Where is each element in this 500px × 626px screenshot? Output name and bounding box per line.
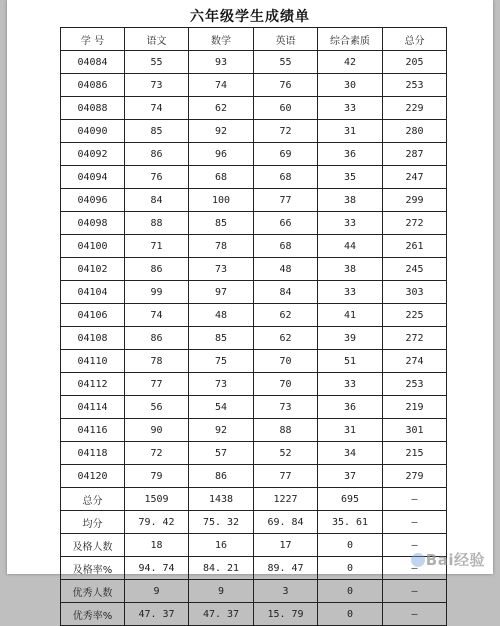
table-cell: 205 bbox=[383, 51, 447, 74]
table-cell: 73 bbox=[254, 396, 318, 419]
table-cell: 42 bbox=[318, 51, 383, 74]
table-cell: 36 bbox=[318, 143, 383, 166]
table-cell: 272 bbox=[383, 212, 447, 235]
table-cell: 68 bbox=[254, 235, 318, 258]
table-cell: 299 bbox=[383, 189, 447, 212]
table-cell: 04116 bbox=[61, 419, 125, 442]
table-cell: 74 bbox=[125, 97, 189, 120]
table-cell: 35. 61 bbox=[318, 511, 383, 534]
table-row bbox=[61, 419, 447, 442]
table-cell: 04110 bbox=[61, 350, 125, 373]
table-cell: 272 bbox=[383, 327, 447, 350]
paw-icon bbox=[411, 553, 425, 567]
table-cell: 79. 42 bbox=[125, 511, 189, 534]
table-cell: 55 bbox=[254, 51, 318, 74]
table-cell: 04102 bbox=[61, 258, 125, 281]
table-cell: 79 bbox=[125, 465, 189, 488]
table-cell: 695 bbox=[318, 488, 383, 511]
table-cell: 04098 bbox=[61, 212, 125, 235]
table-cell: 287 bbox=[383, 143, 447, 166]
table-cell: 76 bbox=[125, 166, 189, 189]
table-row bbox=[61, 442, 447, 465]
table-cell: 280 bbox=[383, 120, 447, 143]
table-cell: 48 bbox=[189, 304, 254, 327]
table-cell: 1438 bbox=[189, 488, 254, 511]
table-cell: 04108 bbox=[61, 327, 125, 350]
table-cell: 9 bbox=[189, 580, 254, 603]
table-cell: — bbox=[383, 488, 447, 511]
table-cell: 92 bbox=[189, 120, 254, 143]
table-cell: 38 bbox=[318, 189, 383, 212]
summary-row bbox=[61, 603, 447, 626]
table-cell: 74 bbox=[189, 74, 254, 97]
table-cell: 16 bbox=[189, 534, 254, 557]
table-cell: 96 bbox=[189, 143, 254, 166]
table-cell: 31 bbox=[318, 120, 383, 143]
table-cell: — bbox=[383, 557, 447, 580]
table-cell: 52 bbox=[254, 442, 318, 465]
document-page bbox=[7, 0, 493, 622]
summary-row bbox=[61, 580, 447, 603]
table-cell: 90 bbox=[125, 419, 189, 442]
table-cell: 76 bbox=[254, 74, 318, 97]
table-row bbox=[61, 350, 447, 373]
table-cell: 77 bbox=[254, 189, 318, 212]
table-cell: 89. 47 bbox=[254, 557, 318, 580]
table-row bbox=[61, 97, 447, 120]
table-cell: 247 bbox=[383, 166, 447, 189]
table-cell: 69. 84 bbox=[254, 511, 318, 534]
table-cell: 72 bbox=[254, 120, 318, 143]
table-cell: 86 bbox=[189, 465, 254, 488]
column-header: 语文 bbox=[125, 28, 189, 51]
table-cell: 93 bbox=[189, 51, 254, 74]
table-cell: 1227 bbox=[254, 488, 318, 511]
table-row bbox=[61, 327, 447, 350]
table-cell: 04094 bbox=[61, 166, 125, 189]
table-cell: 229 bbox=[383, 97, 447, 120]
table-cell: 71 bbox=[125, 235, 189, 258]
table-cell: 94. 74 bbox=[125, 557, 189, 580]
table-cell: 04088 bbox=[61, 97, 125, 120]
table-cell: 优秀率% bbox=[61, 603, 125, 626]
table-cell: 84 bbox=[254, 281, 318, 304]
table-cell: 36 bbox=[318, 396, 383, 419]
table-row bbox=[61, 465, 447, 488]
table-cell: 86 bbox=[125, 143, 189, 166]
table-cell: 86 bbox=[125, 327, 189, 350]
table-cell: 0 bbox=[318, 580, 383, 603]
table-cell: 总分 bbox=[61, 488, 125, 511]
table-cell: 253 bbox=[383, 373, 447, 396]
table-cell: 18 bbox=[125, 534, 189, 557]
table-cell: 88 bbox=[254, 419, 318, 442]
table-cell: 78 bbox=[125, 350, 189, 373]
table-cell: 04096 bbox=[61, 189, 125, 212]
table-cell: 301 bbox=[383, 419, 447, 442]
table-cell: 62 bbox=[254, 304, 318, 327]
table-cell: 41 bbox=[318, 304, 383, 327]
table-cell: 69 bbox=[254, 143, 318, 166]
table-cell: 及格人数 bbox=[61, 534, 125, 557]
table-cell: 04120 bbox=[61, 465, 125, 488]
table-header-row bbox=[61, 28, 447, 51]
table-cell: 38 bbox=[318, 258, 383, 281]
table-row bbox=[61, 258, 447, 281]
table-cell: 86 bbox=[125, 258, 189, 281]
table-row bbox=[61, 189, 447, 212]
column-header: 综合素质 bbox=[318, 28, 383, 51]
table-cell: 48 bbox=[254, 258, 318, 281]
summary-row bbox=[61, 534, 447, 557]
table-cell: 75 bbox=[189, 350, 254, 373]
table-row bbox=[61, 235, 447, 258]
table-cell: 04106 bbox=[61, 304, 125, 327]
table-cell: 74 bbox=[125, 304, 189, 327]
table-cell: 77 bbox=[125, 373, 189, 396]
table-cell: 60 bbox=[254, 97, 318, 120]
table-cell: — bbox=[383, 580, 447, 603]
table-cell: 279 bbox=[383, 465, 447, 488]
table-cell: 33 bbox=[318, 281, 383, 304]
table-cell: 88 bbox=[125, 212, 189, 235]
table-cell: 33 bbox=[318, 373, 383, 396]
table-cell: 3 bbox=[254, 580, 318, 603]
table-cell: 245 bbox=[383, 258, 447, 281]
table-cell: 303 bbox=[383, 281, 447, 304]
table-cell: 9 bbox=[125, 580, 189, 603]
table-cell: 0 bbox=[318, 534, 383, 557]
table-row bbox=[61, 120, 447, 143]
table-row bbox=[61, 304, 447, 327]
table-cell: 73 bbox=[125, 74, 189, 97]
table-row bbox=[61, 373, 447, 396]
table-cell: 97 bbox=[189, 281, 254, 304]
table-cell: 75. 32 bbox=[189, 511, 254, 534]
table-cell: 04114 bbox=[61, 396, 125, 419]
table-cell: 30 bbox=[318, 74, 383, 97]
table-cell: 55 bbox=[125, 51, 189, 74]
table-cell: 15. 79 bbox=[254, 603, 318, 626]
table-cell: 92 bbox=[189, 419, 254, 442]
table-cell: 215 bbox=[383, 442, 447, 465]
table-row bbox=[61, 143, 447, 166]
table-cell: 33 bbox=[318, 97, 383, 120]
table-row bbox=[61, 212, 447, 235]
table-cell: 39 bbox=[318, 327, 383, 350]
table-cell: 56 bbox=[125, 396, 189, 419]
table-cell: 84. 21 bbox=[189, 557, 254, 580]
table-cell: 04100 bbox=[61, 235, 125, 258]
table-cell: 34 bbox=[318, 442, 383, 465]
table-cell: 04104 bbox=[61, 281, 125, 304]
table-row bbox=[61, 51, 447, 74]
table-cell: 253 bbox=[383, 74, 447, 97]
table-cell: 66 bbox=[254, 212, 318, 235]
table-cell: 04084 bbox=[61, 51, 125, 74]
summary-row bbox=[61, 488, 447, 511]
table-cell: 优秀人数 bbox=[61, 580, 125, 603]
table-cell: 33 bbox=[318, 212, 383, 235]
table-row bbox=[61, 166, 447, 189]
table-cell: 62 bbox=[189, 97, 254, 120]
table-cell: 73 bbox=[189, 258, 254, 281]
table-cell: 54 bbox=[189, 396, 254, 419]
table-cell: 17 bbox=[254, 534, 318, 557]
table-cell: — bbox=[383, 511, 447, 534]
table-cell: 225 bbox=[383, 304, 447, 327]
table-row bbox=[61, 74, 447, 97]
table-cell: 68 bbox=[254, 166, 318, 189]
table-cell: 31 bbox=[318, 419, 383, 442]
table-cell: 261 bbox=[383, 235, 447, 258]
watermark: Bai经验 bbox=[410, 549, 485, 570]
grades-table bbox=[60, 27, 447, 626]
table-cell: 04118 bbox=[61, 442, 125, 465]
table-cell: 85 bbox=[189, 212, 254, 235]
column-header: 英语 bbox=[254, 28, 318, 51]
table-row bbox=[61, 396, 447, 419]
table-cell: 44 bbox=[318, 235, 383, 258]
table-cell: 47. 37 bbox=[189, 603, 254, 626]
summary-row bbox=[61, 557, 447, 580]
table-cell: 62 bbox=[254, 327, 318, 350]
table-cell: 1509 bbox=[125, 488, 189, 511]
table-cell: 57 bbox=[189, 442, 254, 465]
table-cell: — bbox=[383, 603, 447, 626]
table-cell: 84 bbox=[125, 189, 189, 212]
table-cell: 04086 bbox=[61, 74, 125, 97]
table-cell: 68 bbox=[189, 166, 254, 189]
table-row bbox=[61, 281, 447, 304]
table-cell: 219 bbox=[383, 396, 447, 419]
table-cell: 99 bbox=[125, 281, 189, 304]
table-cell: 51 bbox=[318, 350, 383, 373]
table-cell: 37 bbox=[318, 465, 383, 488]
table-cell: 85 bbox=[125, 120, 189, 143]
table-cell: 及格率% bbox=[61, 557, 125, 580]
summary-row bbox=[61, 511, 447, 534]
column-header: 数学 bbox=[189, 28, 254, 51]
column-header: 总分 bbox=[383, 28, 447, 51]
table-cell: 72 bbox=[125, 442, 189, 465]
table-cell: 47. 37 bbox=[125, 603, 189, 626]
table-cell: 0 bbox=[318, 557, 383, 580]
table-cell: 04112 bbox=[61, 373, 125, 396]
table-cell: 274 bbox=[383, 350, 447, 373]
table-cell: 85 bbox=[189, 327, 254, 350]
table-cell: 78 bbox=[189, 235, 254, 258]
table-cell: 0 bbox=[318, 603, 383, 626]
table-cell: 35 bbox=[318, 166, 383, 189]
table-cell: — bbox=[383, 534, 447, 557]
table-cell: 04092 bbox=[61, 143, 125, 166]
table-cell: 100 bbox=[189, 189, 254, 212]
table-cell: 73 bbox=[189, 373, 254, 396]
table-cell: 77 bbox=[254, 465, 318, 488]
table-cell: 70 bbox=[254, 350, 318, 373]
table-cell: 70 bbox=[254, 373, 318, 396]
page-title: 六年级学生成绩单 bbox=[190, 9, 310, 25]
table-cell: 均分 bbox=[61, 511, 125, 534]
table-cell: 04090 bbox=[61, 120, 125, 143]
column-header: 学 号 bbox=[61, 28, 125, 51]
